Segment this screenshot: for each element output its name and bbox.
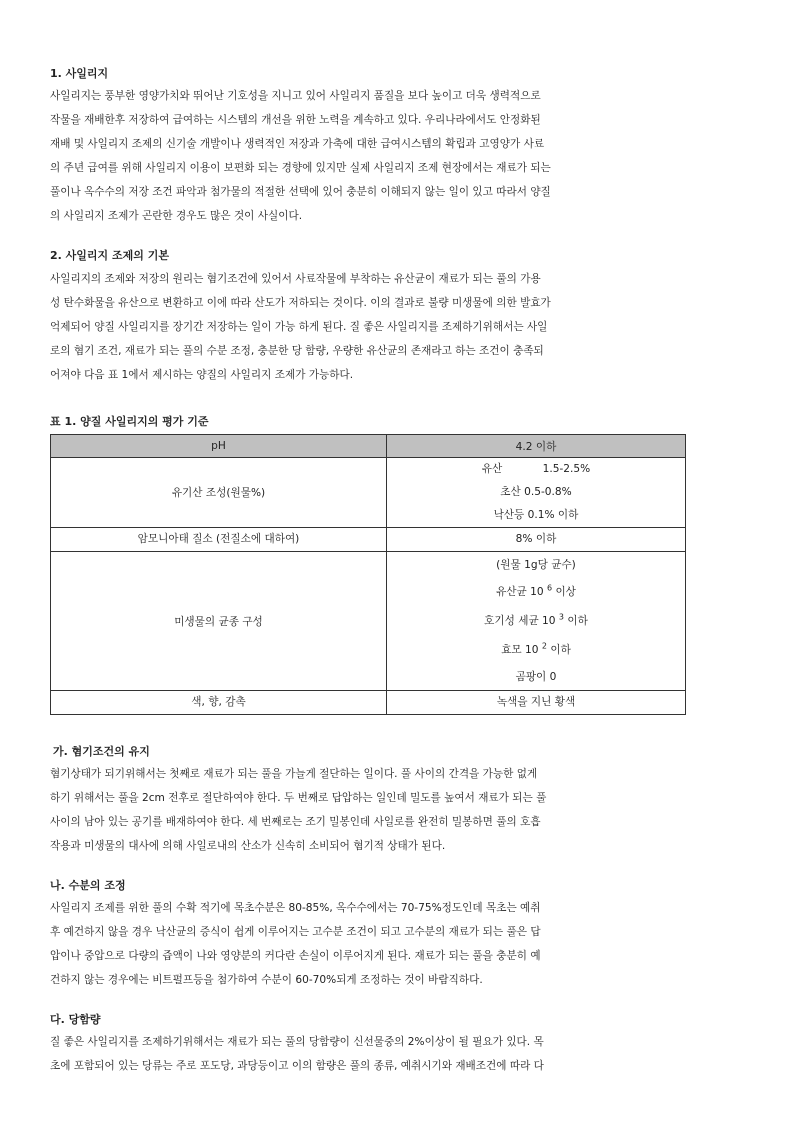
cell-line: (원물 1g당 균수) [496,559,576,571]
cell-line [387,607,685,636]
table-cell: 녹색을 지닌 황색 [387,691,686,715]
header-cell: pH [51,435,387,458]
cell-text: 이하 [546,644,571,656]
section-title: 다. 당함량 [50,1013,101,1026]
table-cell [387,552,686,691]
table-row [51,458,686,528]
text-line: 의 주년 급여를 위해 사일리지 이용이 보편화 되는 경향에 있지만 실제 사일리지 조제 현장에서는 재료가 되는 [50,162,551,174]
text-line: 사이의 남아 있는 공기를 배재하여야 한다. 세 번째로는 조기 밀봉인데 사일로를 완전히 밀봉하면 풀의 호흡 [50,816,541,828]
cell-line [387,636,685,665]
table-caption: 표 1. 양질 사일리지의 평가 기준 [50,415,209,428]
text-line: 혐기상태가 되기위해서는 첫째로 재료가 되는 풀을 가늘게 절단하는 일이다. 풀 사이의 간격을 가능한 없게 [50,768,538,780]
cell-text: 호기성 세균 10 [484,615,559,627]
text-line: 작물을 재배한후 저장하여 급여하는 시스템의 개선을 위한 노력을 계속하고 있다. 우리나라에서도 안정화된 [50,114,541,126]
table-row [51,552,686,691]
paragraph [50,1030,690,1078]
table-cell: 색, 향, 감촉 [51,691,387,715]
table-cell: 유기산 조성(원물%) [51,458,387,528]
text-line: 재배 및 사일리지 조제의 신기술 개발이나 생력적인 저장과 가축에 대한 급여시스템의 확립과 고영양가 사료 [50,138,545,150]
cell-line: 곰팡이 0 [515,671,557,683]
text-line: 건하지 않는 경우에는 비트펄프등을 첨가하여 수분이 60-70%되게 조정하는 것이 바람직하다. [50,974,483,986]
cell-text: 이하 [564,615,588,627]
cell-line [387,578,685,607]
cell-line: 낙산등 0.1% 이하 [493,509,579,521]
text-line: 하기 위해서는 풀을 2cm 전후로 절단하여야 한다. 두 번째로 답압하는 일인데 밀도를 높여서 재료가 되는 풀 [50,792,547,804]
section-moisture [50,879,690,992]
text-line: 억제되어 양질 사일리지를 장기간 저장하는 일이 가능 하게 된다. 질 좋은 사일리지를 조제하기위해서는 사일 [50,321,548,333]
text-line: 로의 혐기 조건, 재료가 되는 풀의 수분 조정, 충분한 당 함량, 우량한 유산균의 존재라고 하는 조건이 충족되 [50,345,544,357]
table-row [51,528,686,552]
table-row [51,691,686,715]
cell-text: 이상 [552,586,576,598]
table-header-row [51,435,686,458]
cell-line: 초산 0.5-0.8% [500,486,572,498]
section-title: 1. 사일리지 [50,67,109,80]
text-line: 성 탄수화물을 유산으로 변환하고 이에 따라 산도가 저하되는 것이다. 이의 결과로 불량 미생물에 의한 발효가 [50,297,551,309]
paragraph [50,267,690,387]
section-anaerobic [50,745,690,858]
section-title: 가. 혐기조건의 유지 [53,745,150,758]
text-line: 초에 포함되어 있는 당류는 주로 포도당, 과당등이고 이의 함량은 풀의 종류, 예취시기와 재배조건에 따라 다 [50,1060,544,1072]
section-title: 2. 사일리지 조제의 기본 [50,249,169,262]
text-line: 어져야 다음 표 1에서 제시하는 양질의 사일리지 조제가 가능하다. [50,369,354,381]
table-cell: 암모니아태 질소 (전질소에 대하여) [51,528,387,552]
text-line: 압이나 중압으로 다량의 즙액이 나와 영양분의 커다란 손실이 이루어지게 된다. 재료가 되는 풀을 충분히 예 [50,950,541,962]
evaluation-table [50,434,686,715]
paragraph [50,84,690,228]
text-line: 풀이나 옥수수의 저장 조건 파악과 첨가물의 적절한 선택에 있어 충분히 이해되지 않는 일이 있고 따라서 양질 [50,186,551,198]
section-silage [50,67,690,228]
text-line: 작용과 미생물의 대사에 의해 사일로내의 산소가 신속히 소비되어 혐기적 상태가 된다. [50,840,446,852]
table-cell: 미생물의 균종 구성 [51,552,387,691]
section-title: 나. 수분의 조정 [50,879,126,892]
cell-text: 유산균 10 [496,586,547,598]
header-cell: 4.2 이하 [387,435,686,458]
text-line: 의 사일리지 조제가 곤란한 경우도 많은 것이 사실이다. [50,210,303,222]
table-cell: 8% 이하 [387,528,686,552]
exponent: 2 [541,641,547,651]
table-cell [387,458,686,528]
table-section [50,415,690,715]
exponent: 3 [558,612,564,622]
paragraph [50,762,690,858]
section-basics [50,249,690,387]
cell-text: 효모 10 [501,644,542,656]
text-line: 질 좋은 사일리지를 조제하기위해서는 재료가 되는 풀의 당함량이 신선물중의 2%이상이 될 필요가 있다. 목 [50,1036,544,1048]
text-line: 사일리지는 풍부한 영양가치와 뛰어난 기호성을 지니고 있어 사일리지 품질을 보다 높이고 더욱 생력적으로 [50,90,541,102]
paragraph [50,896,690,992]
exponent: 6 [546,583,553,593]
text-line: 후 예건하지 않을 경우 낙산균의 증식이 쉽게 이루어지는 고수분 조건이 되고 고수분의 재료가 되는 풀은 답 [50,926,541,938]
cell-line: 유산 1.5-2.5% [481,463,591,475]
section-sugar [50,1013,690,1078]
text-line: 사일리지 조제를 위한 풀의 수확 적기에 목초수분은 80-85%, 옥수수에서는 70-75%정도인데 목초는 예취 [50,902,541,914]
text-line: 사일리지의 조제와 저장의 원리는 혐기조건에 있어서 사료작물에 부착하는 유산균이 재료가 되는 풀의 가용 [50,273,541,285]
